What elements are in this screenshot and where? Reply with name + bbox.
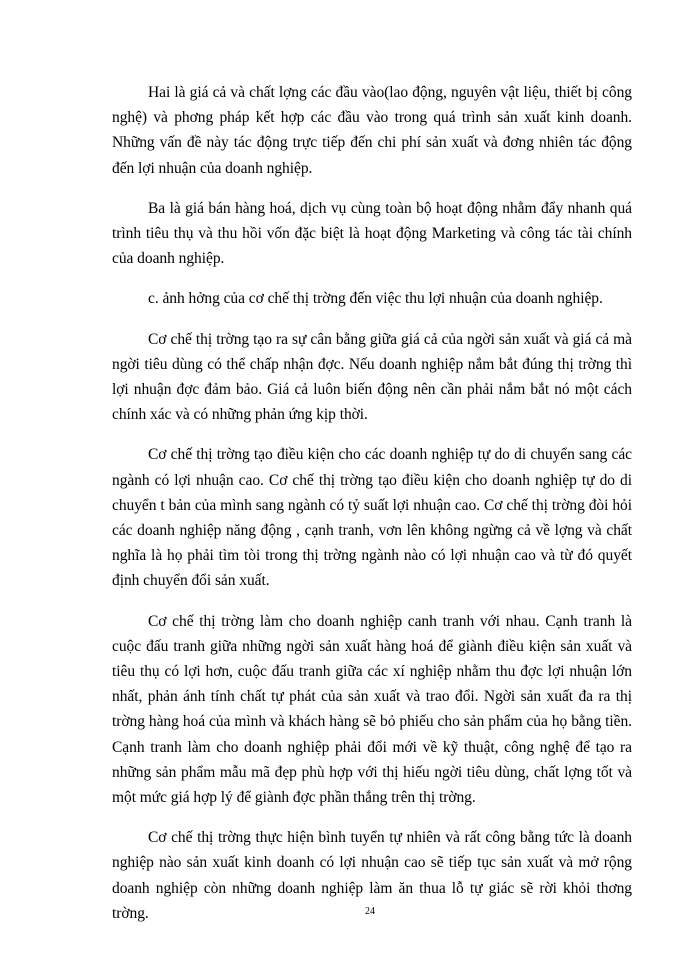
page-number: 24 xyxy=(365,906,375,917)
paragraph-competition: Cơ chế thị trờng làm cho doanh nghiệp canh tranh với nhau. Cạnh tranh là cuộc đấu tranh giữa những ngời sản xuất hàng hoá để giành điều kiện sản xuất và tiêu thụ có lợi hơn, cuộc đấu tranh giữa các xí nghiệp nhằm thu đợc lợi nhuận lớn nhất, phản ánh tính chất tự phát của sản xuất và trao đổi. Ngời sản xuất đa ra thị trờng hàng hoá của mình và khách hàng sẽ bỏ phiếu cho sản phẩm của họ bằng tiền. Cạnh tranh làm cho doanh nghiệp phải đổi mới về kỹ thuật, công nghệ để tạo ra những sản phẩm mẫu mã đẹp phù hợp với thị hiếu ngời tiêu dùng, chất lợng tốt và một mức giá hợp lý để giành đợc phần thắng trên thị trờng. xyxy=(112,612,632,807)
section-heading-market-mechanism: c. ảnh hởng của cơ chế thị trờng đến việc thu lợi nhuận của doanh nghiệp. xyxy=(148,290,603,308)
paragraph-selling-price: Ba là giá bán hàng hoá, dịch vụ cùng toàn bộ hoạt động nhằm đẩy nhanh quá trình tiêu thụ và thu hồi vốn đặc biệt là hoạt động Marketing và công tác tài chính của doanh nghiệp. xyxy=(112,199,632,268)
paragraph-price-quality-inputs: Hai là giá cả và chất lợng các đầu vào(lao động, nguyên vật liệu, thiết bị công nghệ) và phơng pháp kết hợp các đầu vào trong quá trình sản xuất kinh doanh. Những vấn đề này tác động trực tiếp đến chi phí sản xuất và đơng nhiên tác động đến lợi nhuận của doanh nghiệp. xyxy=(112,84,632,177)
paragraph-natural-selection: Cơ chế thị trờng thực hiện bình tuyển tự nhiên và rất công bằng tức là doanh nghiệp nào sản xuất kinh doanh có lợi nhuận cao sẽ tiếp tục sản xuất và mở rộng doanh nghiệp còn những doanh nghiệp làm ăn thua lỗ tự giác sẽ rời khỏi thơng trờng. xyxy=(112,829,632,922)
body-text xyxy=(112,80,632,941)
paragraph-market-balance: Cơ chế thị trờng tạo ra sự cân bằng giữa giá cả của ngời sản xuất và giá cả mà ngời tiêu dùng có thể chấp nhận đợc. Nếu doanh nghiệp nắm bắt đúng thị trờng thì lợi nhuận đợc đảm bảo. Giá cả luôn biến động nên cần phải nắm bắt nó một cách chính xác và có những phản ứng kịp thời. xyxy=(112,330,632,424)
paragraph-capital-movement: Cơ chế thị trờng tạo điều kiện cho các doanh nghiệp tự do di chuyển sang các ngành có lợi nhuận cao. Cơ chế thị trờng tạo điều kiện cho doanh nghiệp tự do di chuyển t bản của mình sang ngành có tỷ suất lợi nhuận cao. Cơ chế thị trờng đòi hỏi các doanh nghiệp năng động , cạnh tranh, vơn lên không ngừng cả về lợng và chất nghĩa là họ phải tìm tòi trong thị trờng ngành nào có lợi nhuận cao và từ đó quyết định chuyển đổi sản xuất. xyxy=(112,446,632,590)
